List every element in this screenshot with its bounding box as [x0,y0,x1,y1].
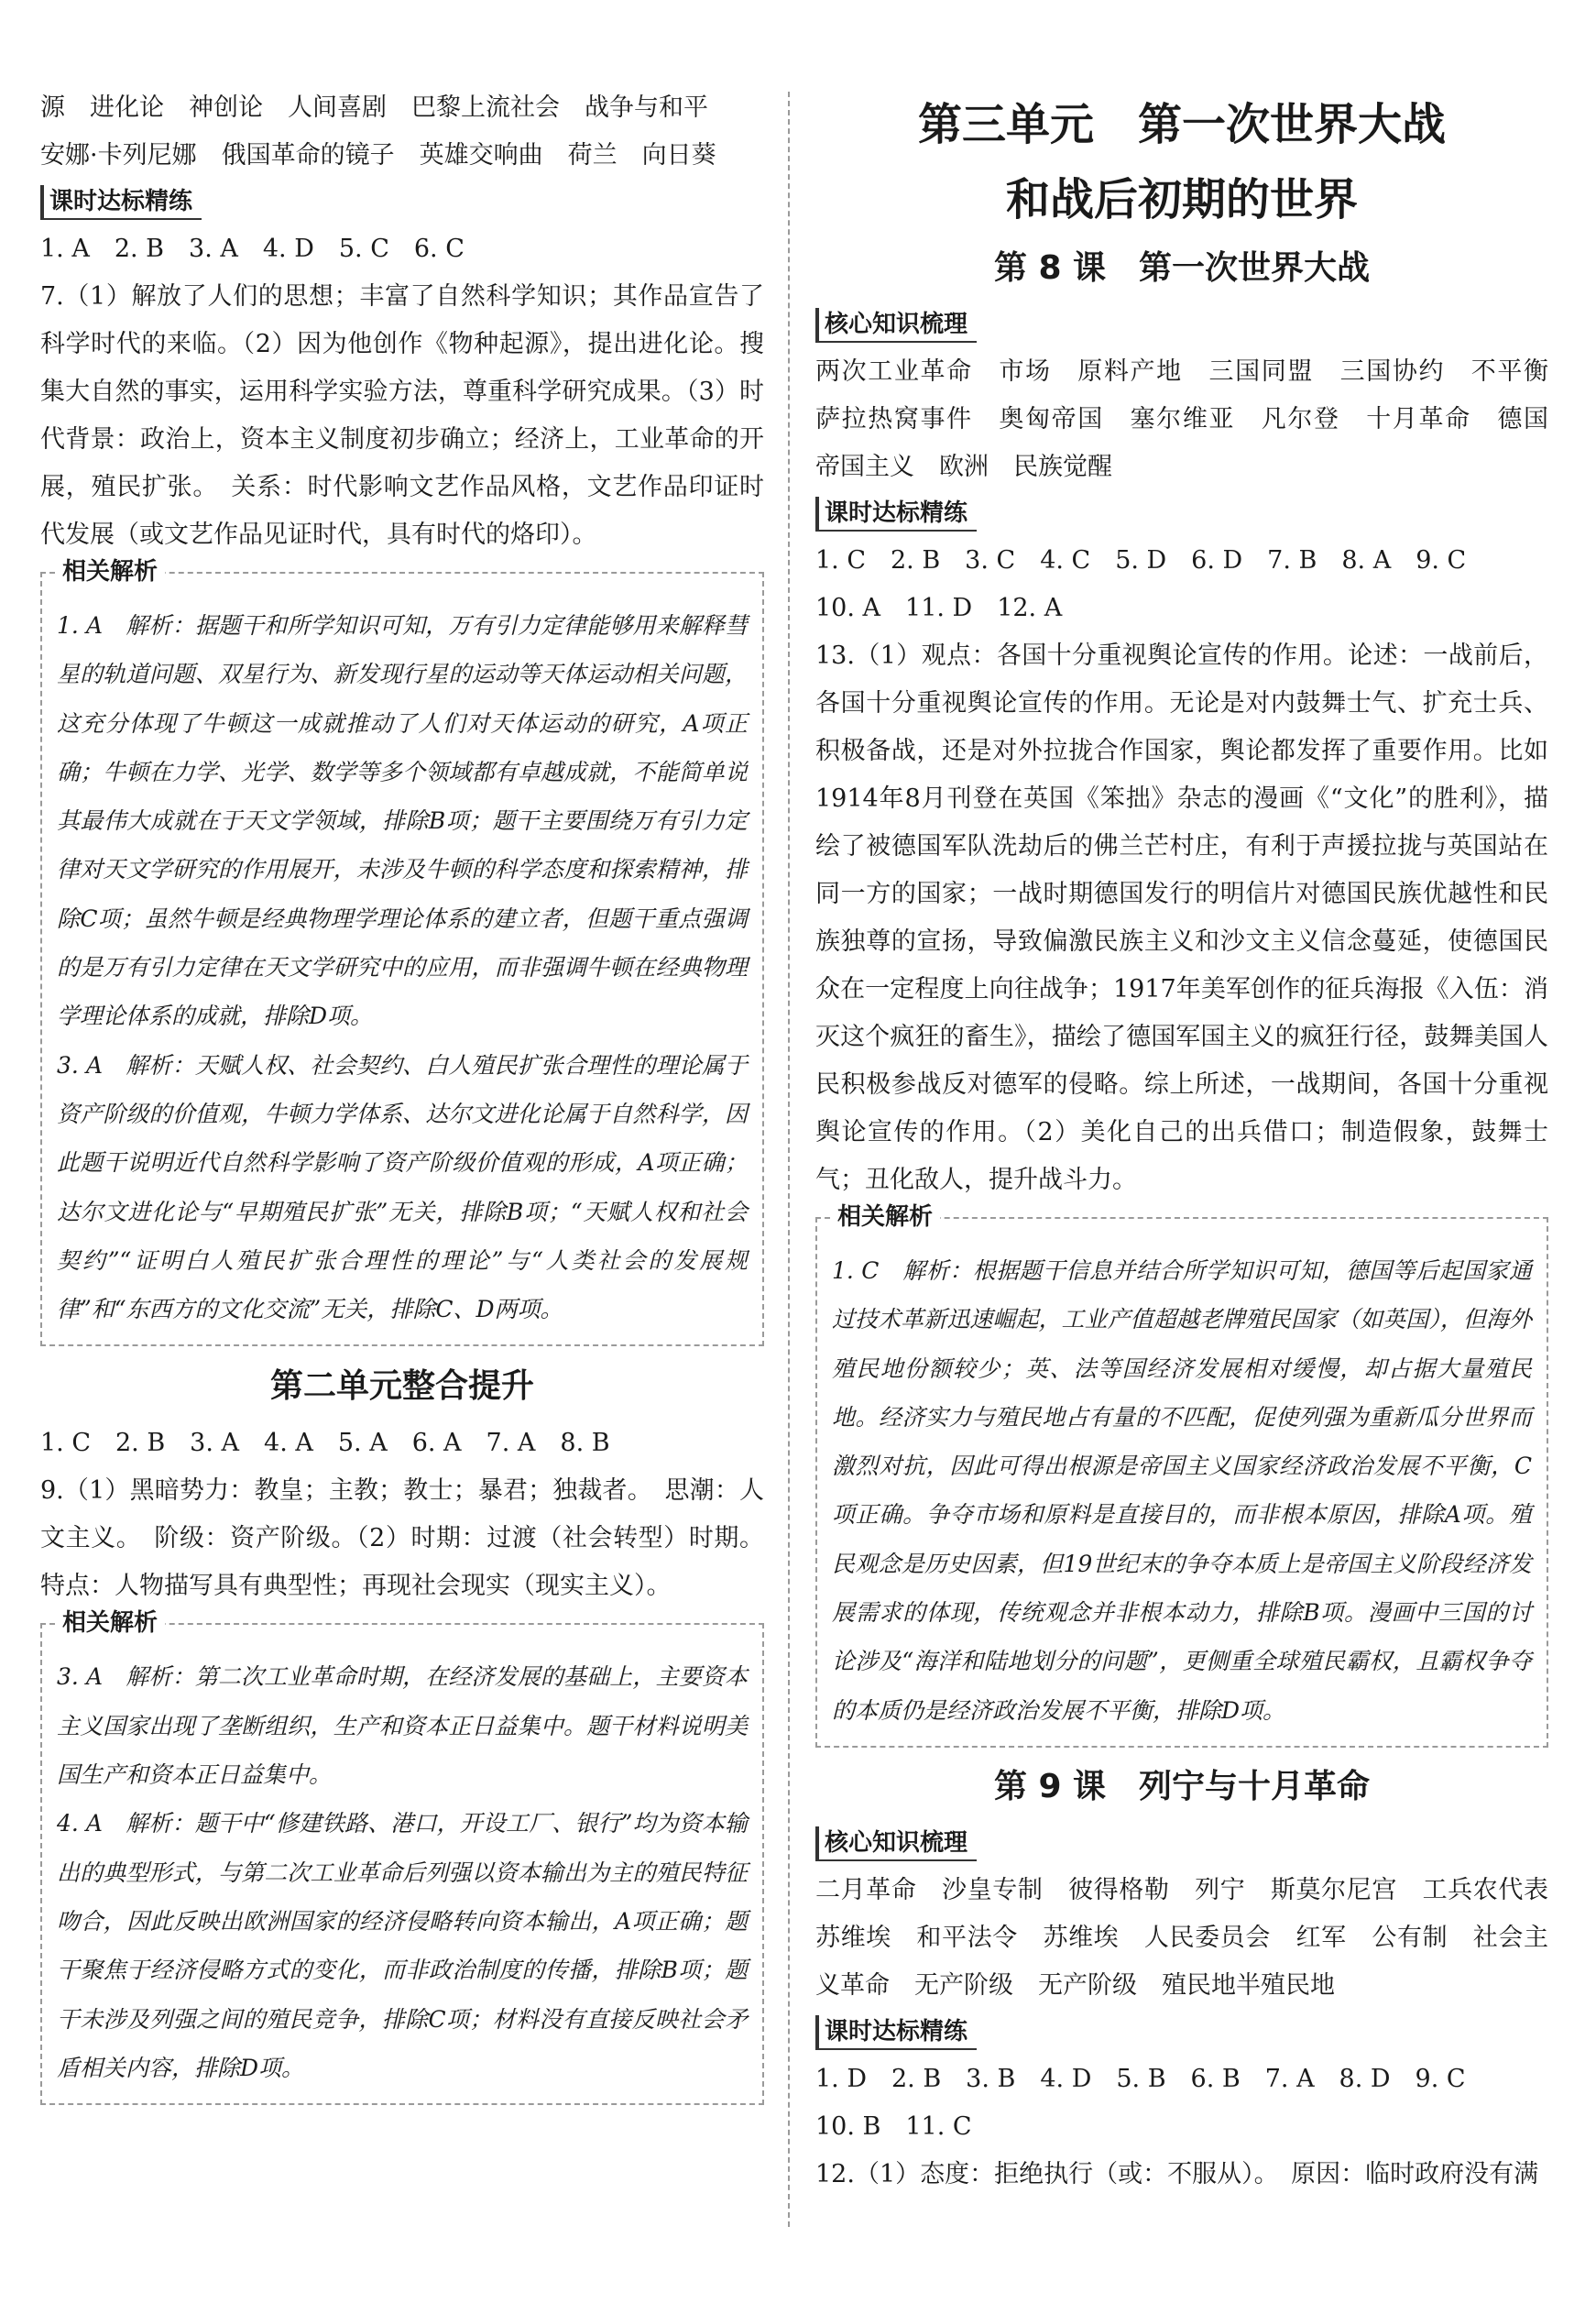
right-column [815,84,1573,2199]
drill-answers: 1. C 2. B 3. C 4. C 5. D 6. D 7. B 8. A 9. C [815,546,1467,575]
analysis-box [40,1609,764,2105]
question-7-answer: 7.（1）解放了人们的思想；丰富了自然科学知识；其作品宣告了科学时代的来临。（2）因为他创作《物种起源》，提出进化论。搜集大自然的事实，运用科学实验方法，尊重科学研究成果。（3）时代背景：政治上，资本主义制度初步确立；经济上，工业革命的开展，殖民扩张。 关系：时代影响文艺作品风格，文艺作品印证时代发展（或文艺作品见证时代，具有时代的烙印）。 [40,282,764,549]
core-knowledge: 两次工业革命 市场 原料产地 三国同盟 三国协约 不平衡 萨拉热窝事件 奥匈帝国 塞尔维亚 凡尔登 十月革命 德国 帝国主义 欧洲 民族觉醒 [815,357,1573,481]
section-tag-core: 核心知识梳理 [815,308,977,343]
lesson-title: 第 9 课 列宁与十月革命 [993,1767,1371,1805]
analysis-box [40,558,764,1346]
analysis-item: 3. A 解析：天赋人权、社会契约、白人殖民扩张合理性的理论属于资产阶级的价值观，牛顿力学体系、达尔文进化论属于自然科学，因此题干说明近代自然科学影响了资产阶级价值观的形成，A项正确；达尔文进化论与“早期殖民扩张”无关，排除B项；“天赋人权和社会契约”“证明白人殖民扩张合理性的理论”与“人类社会的发展规律”和“东西方的文化交流”无关，排除C、D两项。 [57,1051,748,1323]
intro-line: 源 进化论 神创论 人间喜剧 巴黎上流社会 战争与和平 [40,93,708,122]
analysis-box-title: 相关解析 [830,1201,940,1234]
analysis-item: 3. A 解析：第二次工业革命时期，在经济发展的基础上，主要资本主义国家出现了垄断组织，生产和资本正日益集中。题干材料说明美国生产和资本正日益集中。 [57,1663,748,1789]
column-divider [788,92,790,2227]
question-9-answer: 9.（1）黑暗势力：教皇；主教；教士；暴君；独裁者。 思潮：人文主义。 阶级：资产阶级。（2）时期：过渡（社会转型）时期。特点：人物描写具有典型性；再现社会现实（现实主义）。 [40,1476,764,1601]
analysis-item: 4. A 解析：题干中“修建铁路、港口，开设工厂、银行”均为资本输出的典型形式，与第二次工业革命后列强以资本输出为主的殖民特征吻合，因此反映出欧洲国家的经济侵略转向资本输出，A项正确；题干聚焦于经济侵略方式的变化，而非政治制度的传播，排除B项；题干未涉及列强之间的殖民竞争，排除C项；材料没有直接反映社会矛盾相关内容，排除D项。 [57,1810,748,2081]
section-tag-drill: 课时达标精练 [815,2015,977,2050]
analysis-box-title: 相关解析 [55,555,165,588]
question-13-answer: 13.（1）观点：各国十分重视舆论宣传的作用。论述：一战前后，各国十分重视舆论宣传的作用。无论是对内鼓舞士气、扩充士兵、积极备战，还是对外拉拢合作国家，舆论都发挥了重要作用。比如1914年8月刊登在英国《笨拙》杂志的漫画《“文化”的胜利》，描绘了被德国军队洗劫后的佛兰芒村庄，有利于声援拉拢与英国站在同一方的国家；一战时期德国发行的明信片对德国民族优越性和民族独尊的宣扬，导致偏激民族主义和沙文主义信念蔓延，使德国民众在一定程度上向往战争；1917年美军创作的征兵海报《入伍：消灭这个疯狂的畜生》，描绘了德国军国主义的疯狂行径，鼓舞美国人民积极参战反对德军的侵略。综上所述，一战期间，各国十分重视舆论宣传的作用。（2）美化自己的出兵借口；制造假象，鼓舞士气；丑化敌人，提升战斗力。 [815,642,1548,1194]
drill-answers: 1. D 2. B 3. B 4. D 5. B 6. B 7. A 8. D 9. C [815,2064,1466,2093]
drill-answers: 10. B 11. C [815,2111,972,2141]
analysis-item: 1. C 解析：根据题干信息并结合所学知识可知，德国等后起国家通过技术革新迅速崛起，工业产值超越老牌殖民国家（如英国），但海外殖民地份额较少；英、法等国经济发展相对缓慢，却占据大量殖民地。经济实力与殖民地占有量的不匹配，促使列强为重新瓜分世界而激烈对抗，因此可得出根源是帝国主义国家经济政治发展不平衡，C项正确。争夺市场和原料是直接目的，而非根本原因，排除A项。殖民观念是历史因素，但19世纪末的争夺本质上是帝国主义阶段经济发展需求的体现，传统观念并非根本动力，排除B项。漫画中三国的讨论涉及“海洋和陆地划分的问题”，更侧重全球殖民霸权，且霸权争夺的本质仍是经济政治发展不平衡，排除D项。 [832,1257,1532,1724]
drill-answers: 10. A 11. D 12. A [815,594,1063,622]
analysis-box [815,1203,1548,1748]
analysis-item: 1. A 解析：据题干和所学知识可知，万有引力定律能够用来解释彗星的轨道问题、双星行为、新发现行星的运动等天体运动相关问题，这充分体现了牛顿这一成就推动了人们对天体运动的研究，A项正确；牛顿在力学、光学、数学等多个领域都有卓越成就，不能简单说其最伟大成就在于天文学领域，排除B项；题干主要围绕万有引力定律对天文学研究的作用展开，未涉及牛顿的科学态度和探索精神，排除C项；虽然牛顿是经典物理学理论体系的建立者，但题干重点强调的是万有引力定律在天文学研究中的应用，而非强调牛顿在经典物理学理论体系的成就，排除D项。 [57,612,748,1030]
unit-title: 和战后初期的世界 [1005,174,1358,225]
analysis-box-title: 相关解析 [55,1607,165,1640]
section-tag-drill: 课时达标精练 [815,497,977,532]
section-title: 第二单元整合提升 [269,1367,534,1406]
intro-line: 安娜·卡列尼娜 俄国革命的镜子 英雄交响曲 荷兰 向日葵 [40,141,716,170]
left-column [40,84,764,2118]
lesson-title: 第 8 课 第一次世界大战 [993,249,1371,287]
core-knowledge: 二月革命 沙皇专制 彼得格勒 列宁 斯莫尔尼宫 工兵农代表苏维埃 和平法令 苏维埃 人民委员会 红军 公有制 社会主义革命 无产阶级 无产阶级 殖民地半殖民地 [815,1875,1548,2000]
section2-answers: 1. C 2. B 3. A 4. A 5. A 6. A 7. A 8. B [40,1429,610,1458]
section-tag-drill: 课时达标精练 [40,185,202,220]
unit-title: 第三单元 第一次世界大战 [917,99,1446,150]
section-tag-core: 核心知识梳理 [815,1826,977,1861]
question-12-answer: 12.（1）态度：拒绝执行（或：不服从）。 原因：临时政府没有满 [815,2159,1539,2188]
drill-answers: 1. A 2. B 3. A 4. D 5. C 6. C [40,235,465,263]
